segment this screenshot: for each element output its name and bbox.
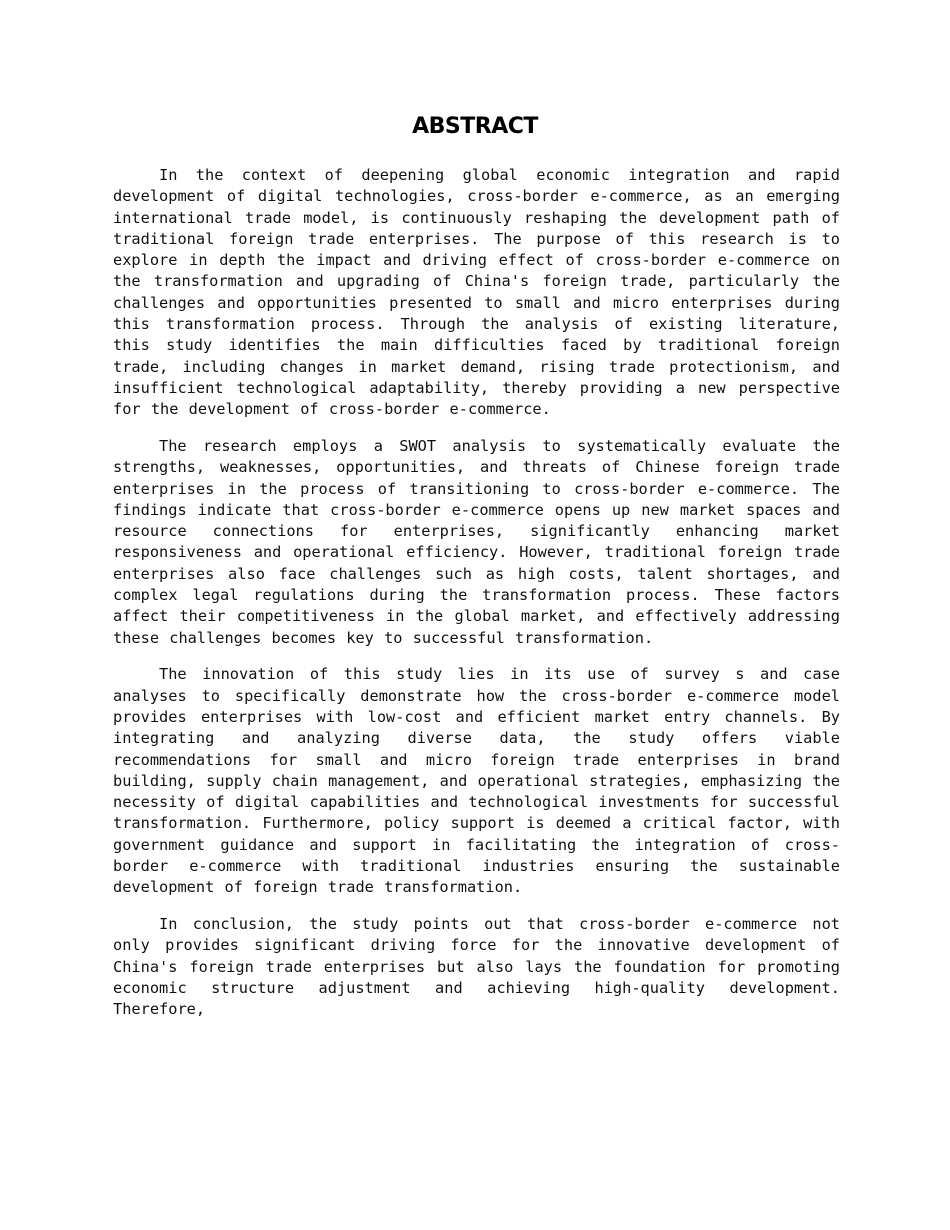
- abstract-title: ABSTRACT: [412, 114, 538, 139]
- abstract-paragraph-2: The research employs a SWOT analysis to systematically evaluate the strengths, weaknesses, opportunities, and threats of Chinese foreign trade enterprises in the process of transitioning to cross-border e-commerce. The findings indicate that cross-border e-commerce opens up new market spaces and resource connections for enterprises, significantly enhancing market responsiveness and operational efficiency. However, traditional foreign trade enterprises also face challenges such as high costs, talent shortages, and complex legal regulations during the transformation process. These factors affect their competitiveness in the global market, and effectively addressing these challenges becomes key to successful transformation.: [113, 436, 840, 647]
- abstract-paragraph-3: The innovation of this study lies in its use of survey s and case analyses to specifically demonstrate how the cross-border e-commerce model provides enterprises with low-cost and efficient market entry channels. By integrating and analyzing diverse data, the study offers viable recommendations for small and micro foreign trade enterprises in brand building, supply chain management, and operational strategies, emphasizing the necessity of digital capabilities and technological investments for successful transformation. Furthermore, policy support is deemed a critical factor, with government guidance and support in facilitating the integration of cross-border e-commerce with traditional industries ensuring the sustainable development of foreign trade transformation.: [113, 665, 840, 897]
- abstract-paragraph-1: In the context of deepening global economic integration and rapid development of digital technologies, cross-border e-commerce, as an emerging international trade model, is continuously reshaping the development path of traditional foreign trade enterprises. The purpose of this research is to explore in depth the impact and driving effect of cross-border e-commerce on the transformation and upgrading of China's foreign trade, particularly the challenges and opportunities presented to small and micro enterprises during this transformation process. Through the analysis of existing literature, this study identifies the main difficulties faced by traditional foreign trade, including changes in market demand, rising trade protectionism, and insufficient technological adaptability, thereby providing a new perspective for the development of cross-border e-commerce.: [113, 166, 840, 419]
- abstract-body: [113, 165, 840, 1036]
- abstract-paragraph-4: In conclusion, the study points out that cross-border e-commerce not only provides significant driving force for the innovative development of China's foreign trade enterprises but also lays the foundation for promoting economic structure adjustment and achieving high-quality development. Therefore,: [113, 914, 840, 1019]
